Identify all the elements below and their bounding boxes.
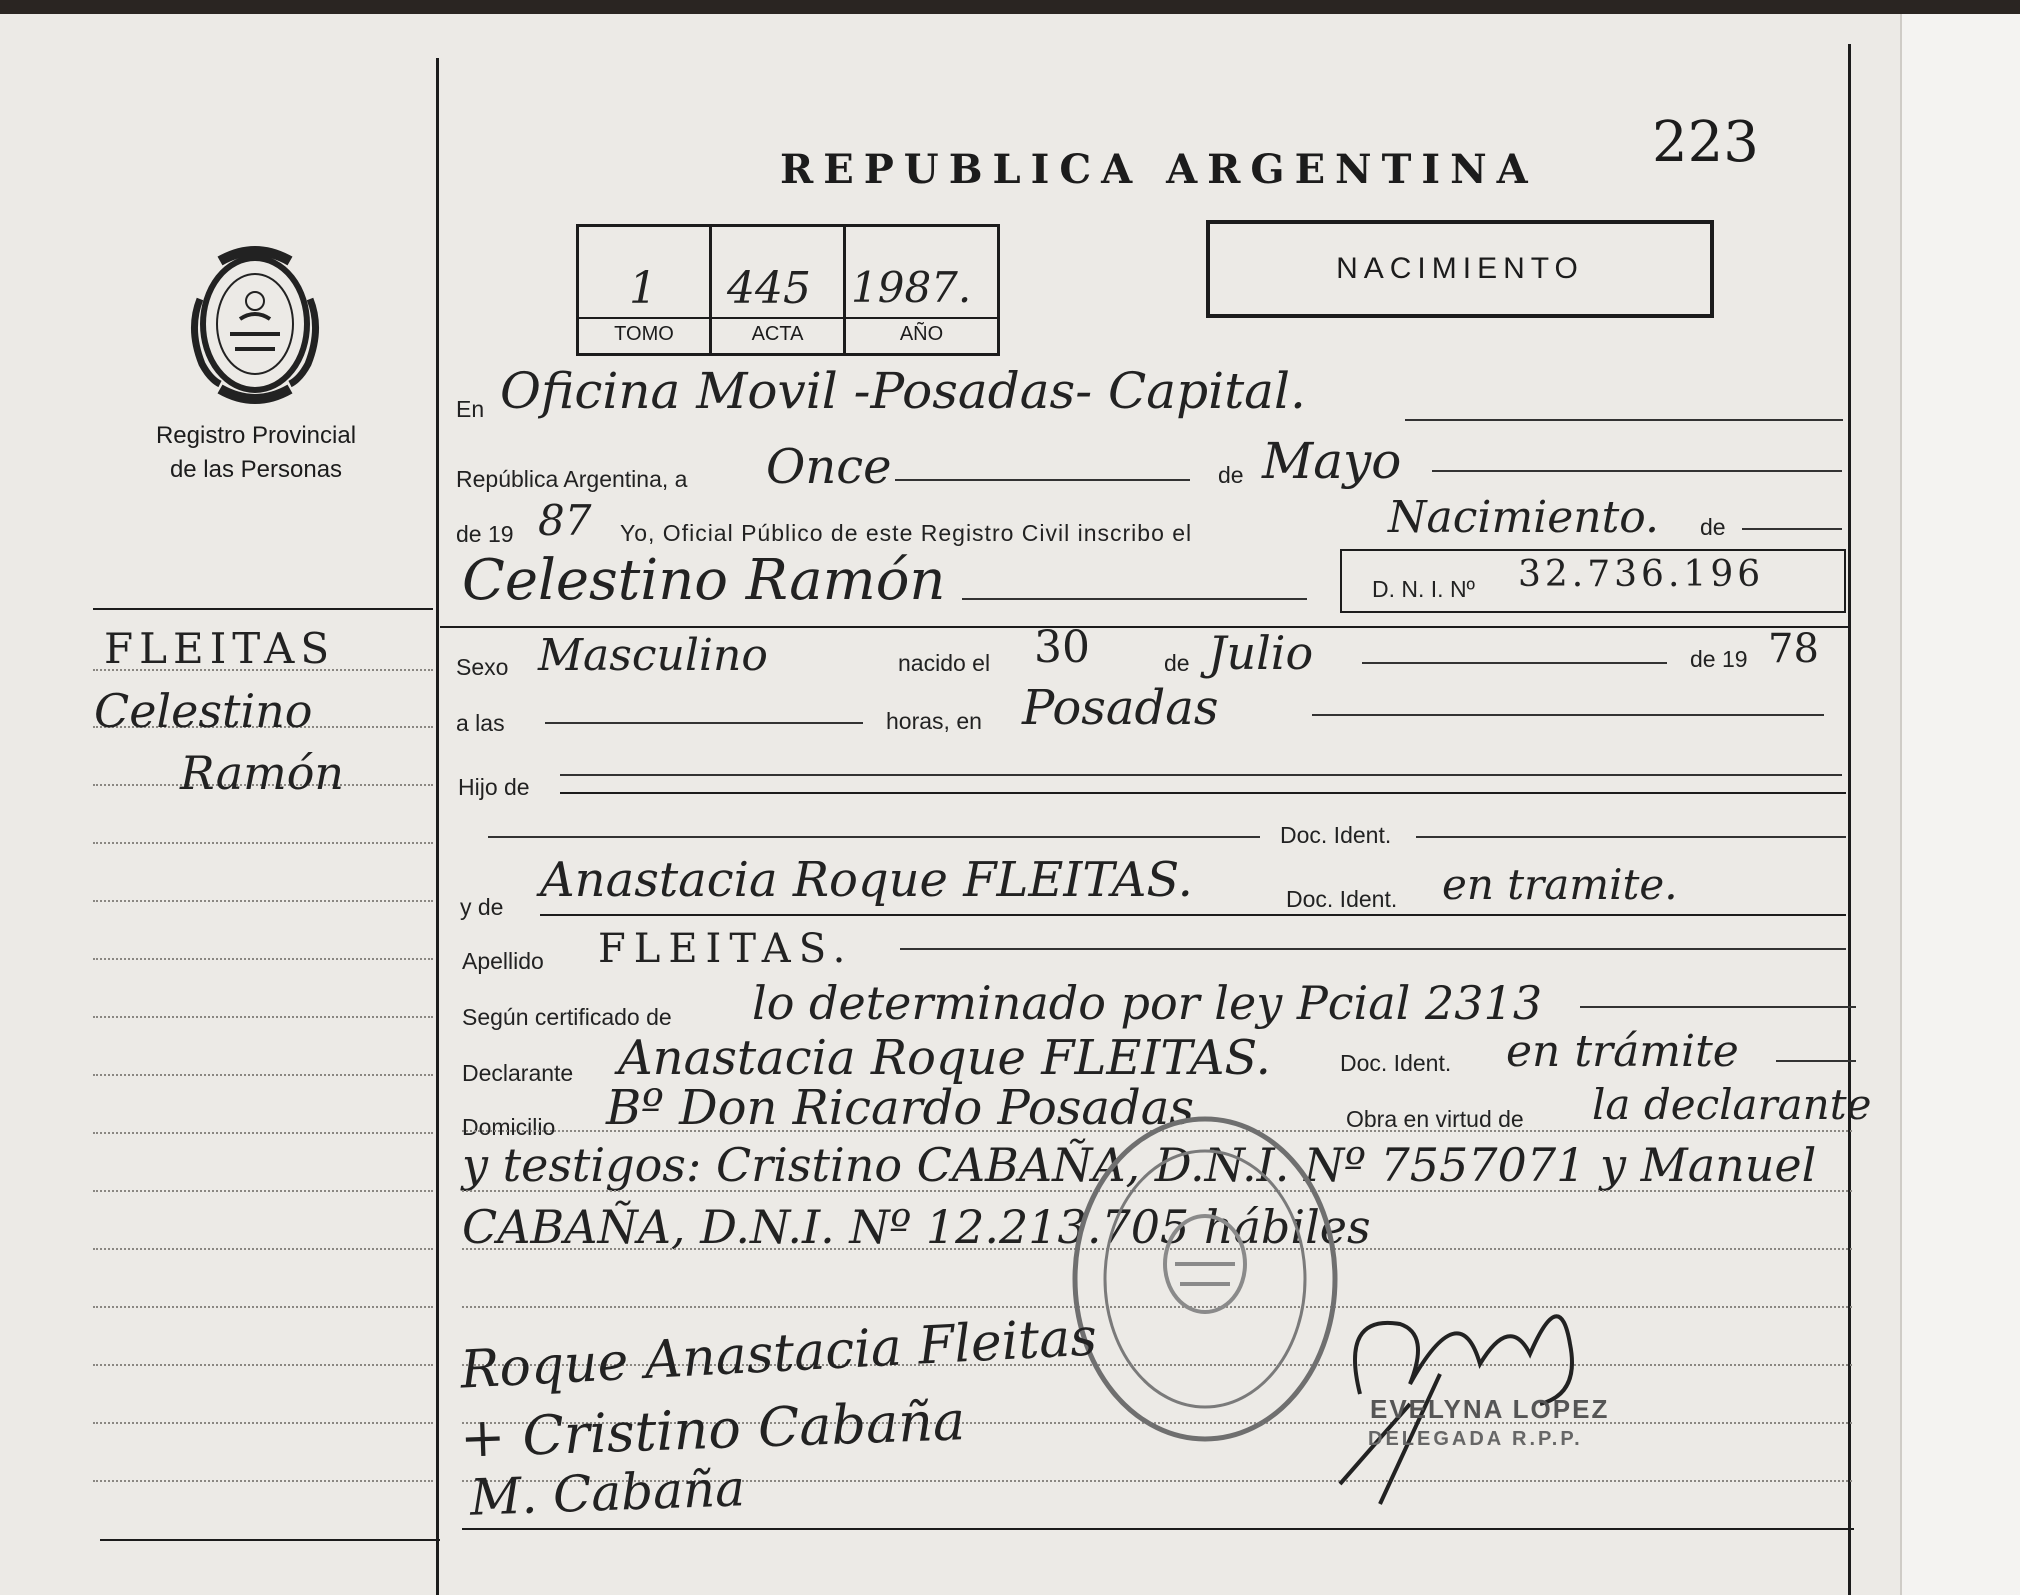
margin-line bbox=[93, 842, 433, 844]
continuation-line-2: CABAÑA, D.N.I. Nº 12.213.705 hábiles bbox=[462, 1200, 1371, 1254]
sexo-label: Sexo bbox=[456, 654, 509, 680]
declarante-label: Declarante bbox=[462, 1060, 574, 1086]
birth-certificate-page bbox=[0, 14, 2020, 1595]
birth-month: Julio bbox=[1208, 626, 1314, 680]
section-rule bbox=[440, 626, 1848, 628]
apellido-line bbox=[900, 948, 1846, 950]
country-heading: REPUBLICA ARGENTINA bbox=[780, 146, 1538, 193]
birth-day: 30 bbox=[1034, 622, 1090, 673]
alas-label: a las bbox=[456, 710, 505, 736]
declarante-value: Anastacia Roque FLEITAS. bbox=[618, 1030, 1271, 1086]
month-value: Mayo bbox=[1262, 432, 1402, 490]
margin-line bbox=[93, 900, 433, 902]
reference-box bbox=[576, 224, 1000, 356]
person-name: Celestino Ramón bbox=[462, 548, 946, 613]
doc1-label: Doc. Ident. bbox=[1280, 822, 1392, 848]
page-number: 223 bbox=[1652, 110, 1759, 175]
hijo-rule bbox=[560, 792, 1846, 794]
nacido-label: nacido el bbox=[898, 650, 991, 676]
en-label: En bbox=[456, 396, 485, 422]
month-line bbox=[1432, 470, 1842, 472]
margin-surname: FLEITAS bbox=[104, 624, 336, 673]
yde-label: y de bbox=[460, 894, 504, 920]
ano-label: AÑO bbox=[899, 323, 944, 345]
record-type-box: NACIMIENTO bbox=[1206, 220, 1714, 318]
margin-line bbox=[93, 1132, 433, 1134]
doc2-label: Doc. Ident. bbox=[1286, 886, 1398, 912]
margin-second-name: Ramón bbox=[180, 746, 345, 800]
event-value: Nacimiento. bbox=[1388, 492, 1660, 543]
official-signature-icon bbox=[1320, 1254, 1620, 1514]
official-title: DELEGADA R.P.P. bbox=[1368, 1428, 1583, 1450]
tomo-value: 1 bbox=[629, 263, 657, 314]
birth-year-prefix: de 19 bbox=[1690, 646, 1748, 672]
de-label: de bbox=[1218, 462, 1244, 488]
certificado-label: Según certificado de bbox=[462, 1004, 672, 1030]
hijo-line bbox=[560, 774, 1842, 776]
hijo-label: Hijo de bbox=[458, 774, 530, 800]
margin-first-name: Celestino bbox=[94, 684, 313, 738]
birth-year: 78 bbox=[1768, 626, 1819, 672]
sexo-value: Masculino bbox=[538, 630, 768, 681]
certificado-value: lo determinado por ley Pcial 2313 bbox=[752, 976, 1543, 1030]
margin-line bbox=[93, 1248, 433, 1250]
margin-line bbox=[93, 1480, 433, 1482]
right-border bbox=[1848, 44, 1851, 1595]
horas-label: horas, en bbox=[886, 708, 982, 734]
registry-name-line1: Registro Provincial bbox=[155, 422, 357, 449]
apellido-label: Apellido bbox=[462, 948, 544, 974]
republica-label: República Argentina, a bbox=[456, 466, 688, 492]
margin-line bbox=[93, 1364, 433, 1366]
acta-value: 445 bbox=[727, 263, 811, 314]
margin-line bbox=[93, 1422, 433, 1424]
father-line bbox=[488, 836, 1260, 838]
de3-label: de bbox=[1164, 650, 1190, 676]
tomo-label: TOMO bbox=[614, 323, 674, 345]
margin-line bbox=[93, 958, 433, 960]
de2-label: de bbox=[1700, 514, 1726, 540]
domicilio-label: Domicilio bbox=[462, 1114, 556, 1140]
margin-line bbox=[93, 1306, 433, 1308]
year-value: 87 bbox=[538, 496, 592, 545]
day-line bbox=[895, 479, 1190, 481]
signature-witness-2: M. Cabaña bbox=[469, 1459, 746, 1527]
place-line bbox=[1312, 714, 1824, 716]
margin-line bbox=[93, 1190, 433, 1192]
margin-line bbox=[93, 1016, 433, 1018]
domicilio-value: Bº Don Ricardo Posadas bbox=[606, 1080, 1194, 1136]
obra-label: Obra en virtud de bbox=[1346, 1106, 1524, 1132]
doc1-line bbox=[1416, 836, 1846, 838]
event-line bbox=[1742, 528, 1842, 530]
office-value: Oficina Movil -Posadas- Capital. bbox=[500, 362, 1306, 420]
signature-witness-1: + Cristino Cabaña bbox=[459, 1389, 967, 1470]
apellido-value: FLEITAS. bbox=[598, 926, 854, 972]
bottom-rule bbox=[462, 1528, 1854, 1530]
continuation-line-1: y testigos: Cristino CABAÑA, D.N.I. Nº 7557071 y Manuel bbox=[462, 1138, 1817, 1192]
ano-value: 1987. bbox=[851, 263, 972, 312]
mother-name: Anastacia Roque FLEITAS. bbox=[540, 852, 1193, 908]
margin-bottom-rule bbox=[100, 1539, 440, 1541]
birth-place: Posadas bbox=[1022, 680, 1219, 736]
signature-declarant: Roque Anastacia Fleitas bbox=[458, 1307, 1099, 1401]
hours-line bbox=[545, 722, 863, 724]
office-line bbox=[1405, 419, 1843, 421]
margin-top-rule bbox=[93, 608, 433, 610]
year-prefix: de 19 bbox=[456, 521, 514, 547]
doc3-line bbox=[1776, 1060, 1856, 1062]
person-name-line bbox=[962, 598, 1307, 600]
dni-value: 32.736.196 bbox=[1518, 554, 1765, 595]
certificado-line bbox=[1580, 1006, 1856, 1008]
obra-value: la declarante bbox=[1592, 1080, 1872, 1129]
mother-rule bbox=[540, 914, 1846, 916]
birth-month-line bbox=[1362, 662, 1667, 664]
dni-label: D. N. I. Nº bbox=[1372, 576, 1475, 602]
acta-label: ACTA bbox=[751, 323, 804, 345]
doc3-label: Doc. Ident. bbox=[1340, 1050, 1452, 1076]
doc2-value: en tramite. bbox=[1442, 860, 1678, 909]
statement-text: Yo, Oficial Público de este Registro Civil inscribo el bbox=[620, 520, 1193, 546]
province-seal-icon bbox=[180, 239, 330, 409]
left-column-divider bbox=[436, 58, 439, 1595]
official-stamp-icon bbox=[1060, 1104, 1350, 1454]
official-name: EVELYNA LOPEZ bbox=[1370, 1394, 1610, 1424]
day-value: Once bbox=[766, 439, 892, 495]
next-page-edge bbox=[1900, 14, 2020, 1595]
registry-name-line2: de las Personas bbox=[169, 456, 343, 483]
doc3-value: en trámite bbox=[1506, 1026, 1739, 1077]
margin-line bbox=[93, 1074, 433, 1076]
